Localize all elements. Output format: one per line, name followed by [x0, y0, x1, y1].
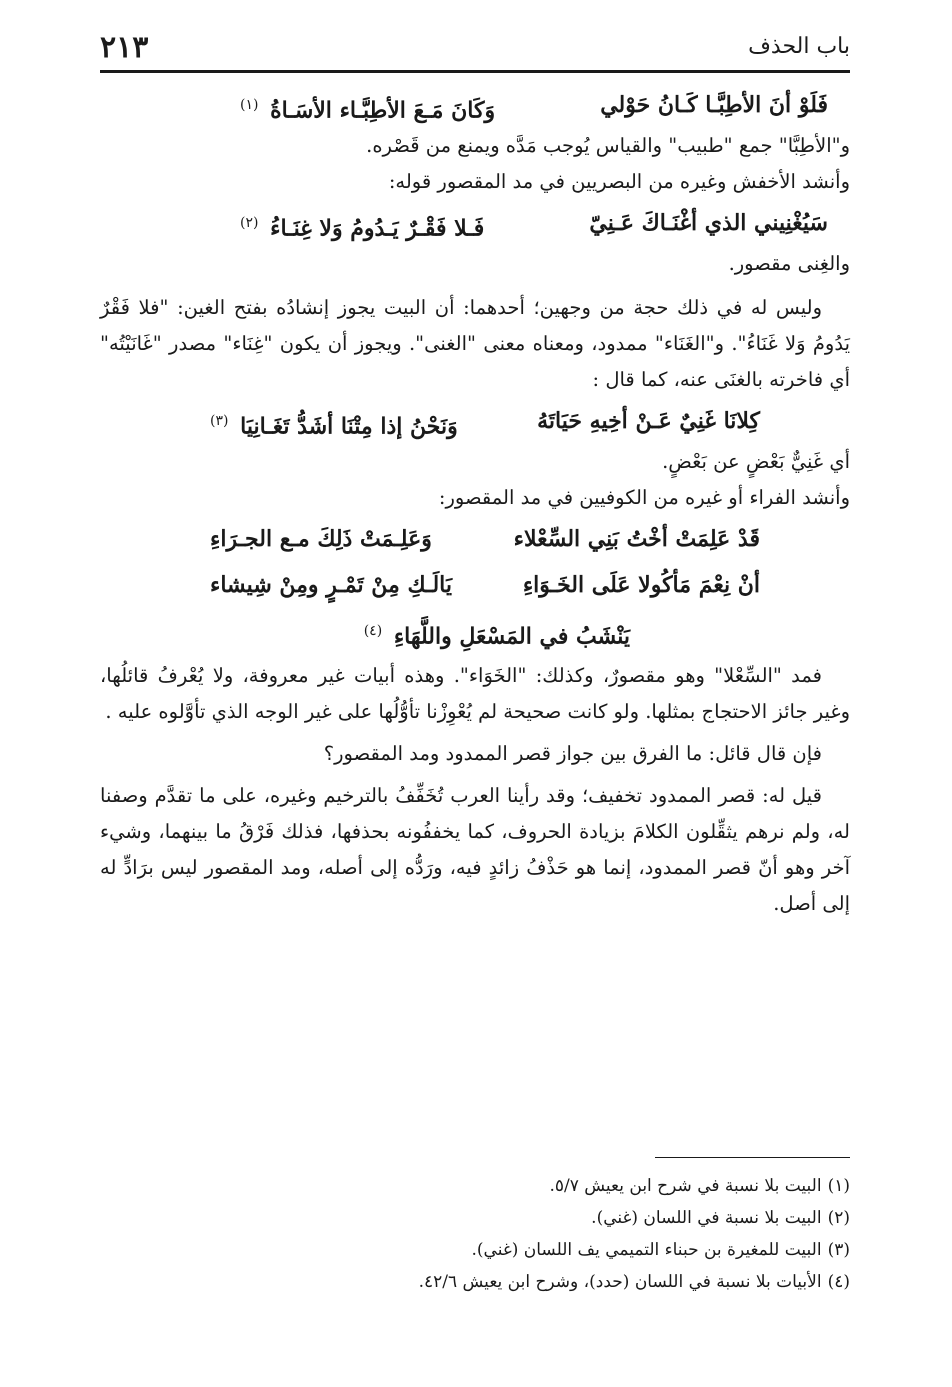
paragraph: قيل له: قصر الممدود تخفيف؛ وقد رأينا العرب تُخَفِّفُ بالترخيم وغيره، على ما تقدَّم وصفنا له، ولم نرهم يثقِّلون الكلامَ بزيادة الحروف، كما يخففُونه بحذفها، فذلك فَرْقُ ما بينهما، وشيء آخر وهو أنّ قصر الممدود، إنما هو حَذْفُ زائدٍ فيه، ورَدُّه إلى أصله، ومد المقصور ليس برَادٍّ له إلى أصل. [100, 784, 851, 915]
verse-5-second-hemistich: يَالَـكِ مِنْ تَمْـرٍ ومِنْ شِيشاء [210, 572, 453, 598]
paragraph: وليس له في ذلك حجة من وجهين؛ أحدهما: أن البيت يجوز إنشادُه بفتح الغين: "فلا فَقْرٌ يَدُومُ وَلا غَنَاءُ". و"الغَنَاء" ممدود، ومعناه معنى "الغنى". ويجوز أن يكون "غِنَاء" مصدر "غَانَيْتُه" أي فاخرته بالغنَى عنه، كما قال : [100, 296, 850, 391]
verse-1 [100, 82, 850, 128]
paragraph: و"الأطِبَّا" جمع "طبيب" والقياس يُوجب مَدَّه ويمنع من قَصْره. [366, 134, 850, 157]
page-header [100, 30, 850, 70]
paragraph: فمد "السِّعْلا" وهو مقصورٌ، وكذلك: "الخَوَاء". وهذه أبيات غير معروفة، ولا يُعْرفُ قائلُها، وغير جائز الاحتجاج بمثلها. ولو كانت صحيحة لم يُعْوِزْنا تأوُّلُها على غير الوجه الذي تأوَّلوه عليه . [100, 664, 850, 723]
footnote-ref-1[interactable]: (١) [240, 97, 259, 113]
verse-1-second-hemistich: وَكَانَ مَـعَ الأطِبَّـاء الأسَـاةُ $^{(١)}$ [240, 97, 496, 124]
footnote-ref-3[interactable]: (٣) [210, 413, 229, 429]
paragraph: فإن قال قائل: ما الفرق بين جواز قصر الممدود ومد المقصور؟ [323, 742, 822, 765]
verse-3-first-hemistich: كِلانَا غَنِيٌ عَـنْ أخِيهِ حَيَاتَهُ [537, 408, 760, 434]
footnote-rule [655, 1157, 850, 1158]
verse-4 [100, 516, 850, 562]
footnote-ref-2[interactable]: (٢) [240, 215, 259, 231]
verse-2-second-hemistich: فَـلا فَقْـرٌ يَـدُومُ وَلا غِنَـاءُ $^{(٢)}$ [240, 215, 485, 242]
footnotes [100, 1170, 850, 1298]
verse-3 [100, 398, 850, 444]
footnote-4: (٤)الأبيات بلا نسبة في اللسان (حدد)، وشرح ابن يعيش ٤٢/٦. [418, 1272, 850, 1292]
footnote-1: (١)البيت بلا نسبة في شرح ابن يعيش ٥/٧. [549, 1176, 850, 1196]
verse-5 [100, 562, 850, 608]
book-page [100, 22, 850, 1362]
verse-2-first-hemistich: سَيُغْنِيني الذي أغْنَـاكَ عَـنِيّ [589, 210, 828, 236]
footnote-ref-4[interactable]: (٤) [363, 623, 383, 639]
verse-4-second-hemistich: وَعَلِـمَتْ ذَلِكَ مـع الجـرَاءِ [210, 526, 432, 552]
page-number: ٢١٣ [100, 30, 149, 65]
page-body [100, 82, 850, 922]
paragraph: والغِنى مقصور. [728, 252, 850, 275]
verse-6: يَنْشَبُ في المَسْعَلِ واللَّهَاءِ $^{(٤)}$ [363, 623, 630, 650]
verse-1-first-hemistich: فَلَوْ أنَ الأطِبَّـا كَـانُ حَوْلي [600, 92, 828, 118]
header-rule [100, 70, 850, 73]
verse-4-first-hemistich: قَدْ عَلِمَتْ أخْتُ بَنِي السِّعْلاء [513, 526, 760, 552]
paragraph: وأنشد الأخفش وغيره من البصريين في مد المقصور قوله: [388, 170, 850, 193]
footnote-3: (٣)البيت للمغيرة بن حبناء التميمي يف اللسان (غني). [471, 1240, 850, 1260]
paragraph: أي غَنِيٌّ بَعْضٍ عن بَعْضٍ. [662, 450, 850, 473]
footnote-2: (٢)البيت بلا نسبة في اللسان (غني). [591, 1208, 850, 1228]
verse-2 [100, 200, 850, 246]
verse-5-first-hemistich: أنْ نِعْمَ مَأكُولا عَلَى الخَـوَاءِ [522, 572, 760, 598]
verse-3-second-hemistich: وَنَحْنُ إذا مِتْنَا أشَدُّ تَغَـانِيَا $^{(٣)}$ [210, 413, 458, 440]
paragraph: وأنشد الفراء أو غيره من الكوفيين في مد المقصور: [438, 486, 850, 509]
chapter-title: باب الحذف [748, 34, 850, 59]
